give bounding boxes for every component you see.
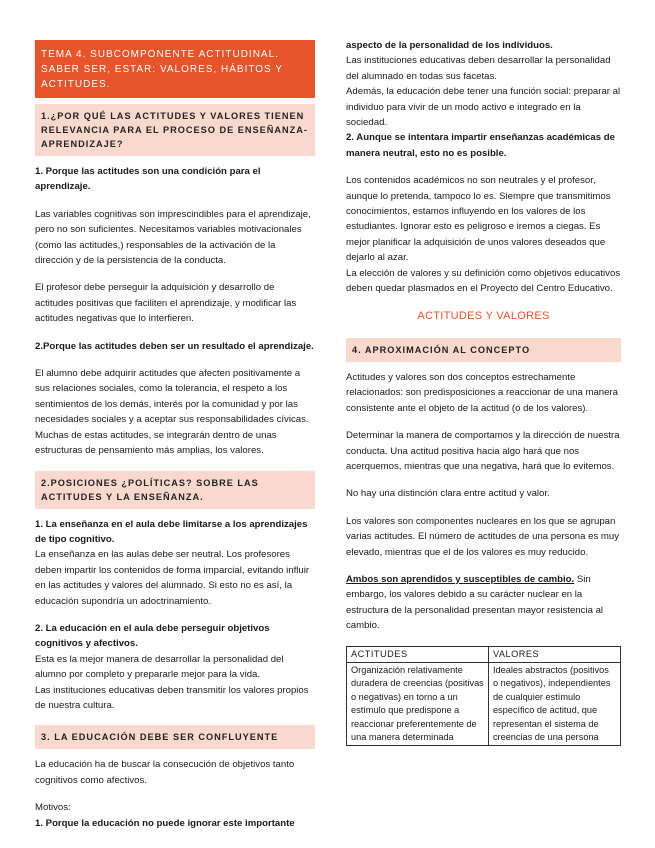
paragraph bbox=[346, 572, 621, 634]
left-column bbox=[35, 40, 315, 843]
paragraph: 2. La educación en el aula debe perseguir objetivos cognitivos y afectivos. bbox=[35, 622, 270, 650]
table-row bbox=[347, 663, 621, 746]
table-header-valores: VALORES bbox=[488, 646, 620, 662]
paragraph: Las variables cognitivas son imprescindibles para el aprendizaje, pero no son suficientes. Necesitamos variables motivacionales (como las actitudes,) responsables de la activación de la dirección y de la persistencia de la conducta. bbox=[35, 208, 311, 267]
underlined-text: Ambos son aprendidos y susceptibles de cambio. bbox=[346, 573, 575, 585]
section-4-heading: 4. APROXIMACIÓN AL CONCEPTO bbox=[346, 338, 621, 362]
paragraph: Los valores son componentes nucleares en los que se agrupan varias actitudes. El número de actitudes de una persona es muy elevado, mientras que el de los valores es muy reducido. bbox=[346, 515, 620, 558]
document-title-banner: TEMA 4. SUBCOMPONENTE ACTITUDINAL. SABER SER, ESTAR: VALORES, HÁBITOS Y ACTITUDES. bbox=[35, 40, 315, 98]
section-2-heading: 2.POSICIONES ¿POLÍTICAS? SOBRE LAS ACTITUDES Y LA ENSEÑANZA. bbox=[35, 471, 315, 509]
right-column bbox=[346, 38, 621, 746]
comparison-table bbox=[346, 646, 621, 747]
section-title: ACTITUDES Y VALORES bbox=[417, 309, 550, 322]
paragraph: 2. Aunque se intentara impartir enseñanzas académicas de manera neutral, esto no es posible. bbox=[346, 132, 615, 159]
paragraph: El profesor debe perseguir la adquisición y desarrollo de actitudes positivas que faciliten el aprendizaje, y modificar las actitudes negativas que lo interfieren. bbox=[35, 282, 297, 325]
paragraph: Actitudes y valores son dos conceptos estrechamente relacionados: son predisposiciones a reaccionar de una manera consistente ante el objeto de la actitud (o de los valores). bbox=[346, 371, 618, 414]
table-cell-actitudes: Organización relativamente duradera de creencias (positivas o negativas) en torno a un estímulo que predispone a reaccionar preferentemente de una manera determinada bbox=[347, 663, 489, 746]
paragraph-rest: Sin embargo, los valores debido a su carácter nuclear en la estructura de la personalidad presentan mayor resistencia al cambio. bbox=[346, 573, 604, 632]
paragraph: 1. Porque la educación no puede ignorar este importante bbox=[35, 817, 295, 829]
table-cell-valores: Ideales abstractos (positivos o negativos), independientes de cualquier estímulo específico de actitud, que representan el sistema de creencias de una persona bbox=[488, 663, 620, 746]
section-1-heading: 1.¿POR QUÉ LAS ACTITUDES Y VALORES TIENEN RELEVANCIA PARA EL PROCESO DE ENSEÑANZA-APRENDIZAJE? bbox=[35, 104, 315, 156]
paragraph: Determinar la manera de comportamos y la dirección de nuestra conducta. Una actitud positiva hacia algo hará que nos acerquemos, mientras que una negativa, hará que lo evitemos. bbox=[346, 430, 620, 472]
paragraph: Las instituciones educativas deben transmitir los valores propios de nuestra cultura. bbox=[35, 684, 309, 711]
paragraph: Los contenidos académicos no son neutrales y el profesor, aunque lo pretenda, tampoco lo es. Siempre que transmitimos conocimientos, estamos influyendo en los valores de los estudiantes. Ignorar esto es peligroso e iremos a ciegas. Es mejor planificar la adquisición de unos valores deseados que dejarlo al azar. bbox=[346, 175, 611, 264]
paragraph: 2.Porque las actitudes deben ser un resultado el aprendizaje. bbox=[35, 340, 314, 352]
paragraph: La educación ha de buscar la consecución de objetivos tanto cognitivos como afectivos. bbox=[35, 759, 295, 786]
paragraph: Las instituciones educativas deben desarrollar la personalidad del alumnado en todas sus facetas. bbox=[346, 55, 611, 82]
paragraph: Muchas de estas actitudes, se integrarán dentro de unas estructuras de pensamiento más amplias, los valores. bbox=[35, 429, 277, 457]
paragraph: Además, la educación debe tener una función social: preparar al individuo para vivir de un modo activo e integrado en la sociedad. bbox=[346, 86, 621, 129]
paragraph: 1. La enseñanza en el aula debe limitarse a los aprendizajes de tipo cognitivo. bbox=[35, 518, 308, 545]
paragraph: La elección de valores y su definición como objetivos educativos deben quedar plasmados en el Proyecto del Centro Educativo. bbox=[346, 267, 621, 295]
paragraph: Motivos: bbox=[35, 802, 71, 814]
paragraph: aspecto de la personalidad de los individuos. bbox=[346, 40, 553, 51]
paragraph: La enseñanza en las aulas debe ser neutral. Los profesores deben impartir los contenidos de forma imparcial, evitando influir en las actitudes y valores del alumnado. Si esto no es así, la educación supondría un adoctrinamiento. bbox=[35, 549, 310, 607]
table-header-actitudes: ACTITUDES bbox=[347, 646, 489, 662]
paragraph: 1. Porque las actitudes son una condición para el aprendizaje. bbox=[35, 166, 261, 193]
paragraph: Esta es la mejor manera de desarrollar la personalidad del alumno por completo y prepararle mejor para la vida. bbox=[35, 653, 284, 681]
paragraph: El alumno debe adquirir actitudes que afecten positivamente a sus relaciones sociales, como la tolerancia, el respeto a los sentimientos de los demás, interés por la comunidad y por las necesidades sociales y a aceptar sus responsabilidades cívicas. bbox=[35, 368, 309, 426]
section-3-heading: 3. LA EDUCACIÓN DEBE SER CONFLUYENTE bbox=[35, 725, 315, 749]
paragraph: No hay una distinción clara entre actitud y valor. bbox=[346, 488, 550, 500]
